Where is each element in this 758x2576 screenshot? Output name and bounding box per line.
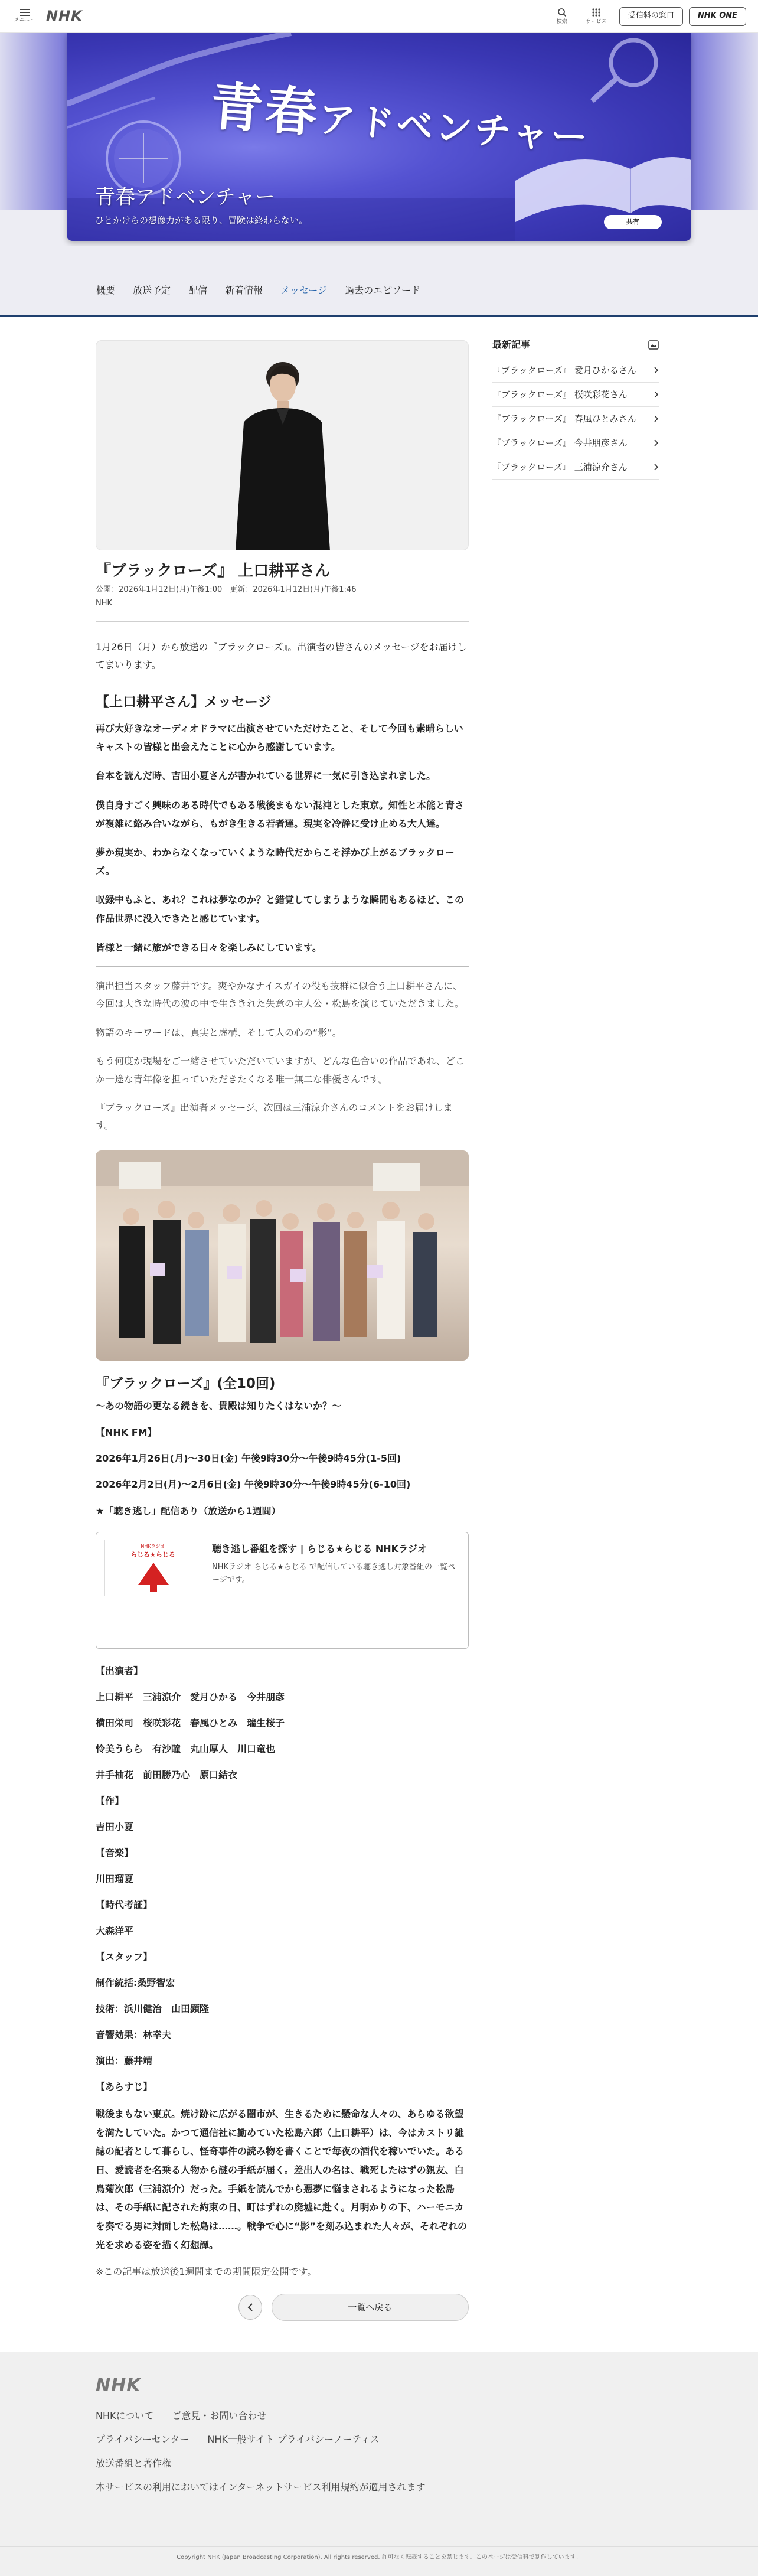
latest-article-label: 『ブラックローズ』 三浦涼介さん <box>492 461 628 472</box>
grid-icon <box>592 8 601 17</box>
chevron-right-icon <box>654 464 659 471</box>
latest-article-label: 『ブラックローズ』 春風ひとみさん <box>492 413 636 424</box>
drama-title: 『ブラックローズ』(全10回) <box>96 1375 276 1391</box>
credit-line: 【時代考証】 <box>96 1899 153 1911</box>
portrait-photo <box>96 340 469 550</box>
radio-tower-icon <box>136 1561 171 1593</box>
staff-paragraph: 演出担当スタッフ藤井です。爽やかなナイスガイの役も抜群に似合う上口耕平さんに、今回は大きな時代の波の中で生ききれた失意の主人公・松島を演じていただきました。 <box>96 980 465 1010</box>
chevron-right-icon <box>654 367 659 374</box>
link-card-description: NHKラジオ らじる★らじる で配信している聴き逃し対象番組の一覧ページです。 <box>212 1563 455 1585</box>
credit-line: 【スタッフ】 <box>96 1951 153 1963</box>
image-icon[interactable] <box>648 340 659 350</box>
footer-link-copyright[interactable]: 放送番組と著作権 <box>96 2457 172 2469</box>
radiru-thumb-brand: NHKラジオ <box>141 1544 165 1550</box>
tab-schedule[interactable]: 放送予定 <box>133 285 171 296</box>
article-title: 『ブラックローズ』 上口耕平さん <box>96 562 331 580</box>
title-divider <box>96 621 469 622</box>
credit-line: 【あらすじ】 <box>96 2081 153 2093</box>
credit-line: 上口耕平 三浦涼介 愛月ひかる 今井朋彦 <box>96 1691 285 1703</box>
chevron-right-icon <box>654 415 659 422</box>
credit-line: 横田栄司 桜咲彩花 春風ひとみ 瑞生桜子 <box>96 1717 285 1729</box>
latest-article-label: 『ブラックローズ』 今井朋彦さん <box>492 437 628 448</box>
credit-line: 制作統括:桑野智宏 <box>96 1977 175 1989</box>
credit-line: 【出演者】 <box>96 1665 143 1677</box>
service-button[interactable] <box>579 8 613 25</box>
footer-link-terms[interactable]: 本サービスの利用においてはインターネットサービス利用規約が適用されます <box>96 2482 426 2493</box>
message-paragraph: 夢か現実か、わからなくなっていくような時代だからこそ浮かび上がるブラックローズ。 <box>96 847 455 877</box>
tab-news[interactable]: 新着情報 <box>225 285 263 296</box>
article-meta: 公開：2026年1月12日(月)午後1:00 更新：2026年1月12日(月)午後1:46 <box>96 585 357 594</box>
footer-row <box>96 2479 758 2496</box>
program-name: 青春アドベンチャー <box>95 185 275 209</box>
drama-subtitle: ～あの物語の更なる続きを、貴殿は知りたくはないか？～ <box>96 1400 342 1412</box>
pager <box>238 2294 469 2321</box>
program-tabs <box>0 246 758 317</box>
hero-card <box>67 33 691 241</box>
broadcast-station: 【NHK FM】 <box>96 1426 157 1438</box>
radiru-link-card[interactable] <box>96 1532 469 1649</box>
nhk-one-button[interactable]: NHK ONE <box>689 7 746 26</box>
tab-past-episodes[interactable]: 過去のエピソード <box>345 285 421 296</box>
article-source: NHK <box>96 599 113 608</box>
staff-paragraph: 『ブラックローズ』出演者メッセージ、次回は三浦涼介さんのコメントをお届けします。 <box>96 1101 453 1132</box>
footer <box>0 2352 758 2576</box>
cast-group-illustration <box>96 1150 469 1361</box>
chevron-right-icon <box>654 391 659 398</box>
radiru-thumbnail <box>104 1540 201 1596</box>
broadcast-schedule-1: 2026年1月26日(月)～30日(金) 午後9時30分～午後9時45分(1-5回) <box>96 1452 401 1464</box>
broadcast-schedule-2: 2026年2月2日(月)～2月6日(金) 午後9時30分～午後9時45分(6-10回) <box>96 1479 411 1491</box>
back-button[interactable] <box>238 2295 262 2320</box>
message-paragraph: 皆様と一緒に旅ができる日々を楽しみにしています。 <box>96 941 322 953</box>
message-paragraph: 再び大好きなオーディオドラマに出演させていただけたこと、そして今回も素晴らしいキャストの皆様と出会えたことに心から感謝しています。 <box>96 723 463 753</box>
latest-article-item[interactable] <box>492 455 659 480</box>
program-tagline: ひとかけらの想像力がある限り、冒険は終わらない。 <box>95 215 308 226</box>
latest-article-item[interactable] <box>492 358 659 383</box>
credit-line: 音響効果：林幸夫 <box>96 2029 172 2041</box>
footer-logo[interactable]: NHK <box>96 2375 141 2396</box>
synopsis: 戦後まもない東京。焼け跡に広がる闇市が、生きるために懸命な人々の、あらゆる欲望を満たしていた。かつて通信社に勤めていた松島六郎（上口耕平）は、今はカストリ雑誌の記者として暮らし、怪奇事件の読み物を書くことで毎夜の酒代を稼いでいた。ある日、愛読者を名乗る人物から謎の手紙が届く。差出人の名は、戦死したはずの親友、白鳥菊次郎（三浦涼介）だった。手紙を読んでから悪夢に悩まされるようになった松島は、その手紙に記された約束の日、町はずれの廃墟に赴く。月明かりの下、ハーモニカを奏でる男に対面した松島は……。戦争で心に“影”を刻み込まれた人々が、それぞれの光を求める姿を描く幻想譚。 <box>96 2108 468 2251</box>
footer-link-privacy-notice[interactable]: NHK一般サイト プライバシーノーティス <box>207 2434 380 2445</box>
link-card-title: 聴き逃し番組を探す | らじる★らじる NHKラジオ <box>212 1543 427 1555</box>
message-heading: 【上口耕平さん】メッセージ <box>96 694 272 710</box>
footer-link-privacy-center[interactable]: プライバシーセンター <box>96 2434 190 2445</box>
limited-publication-note: ※この記事は放送後1週間までの期間限定公開です。 <box>96 2265 317 2277</box>
chevron-right-icon <box>654 439 659 446</box>
menu-label: メニュー <box>14 17 35 24</box>
person-illustration <box>220 354 345 550</box>
rebroadcast-note: ★「聴き逃し」配信あり（放送から1週間） <box>96 1505 281 1517</box>
hero-title-kana: アドベンチャー <box>317 97 592 159</box>
staff-paragraph: 物語のキーワードは、真実と虚構、そして人の心の“影”。 <box>96 1026 342 1038</box>
credit-line: 川田瑠夏 <box>96 1873 134 1885</box>
footer-links <box>96 2407 758 2497</box>
cast-group-photo <box>96 1150 469 1361</box>
latest-articles-header <box>492 339 659 351</box>
latest-articles-list <box>492 358 659 480</box>
sidebar <box>492 340 659 2321</box>
tab-messages[interactable]: メッセージ <box>280 285 328 296</box>
nhk-logo[interactable]: NHK <box>46 7 83 24</box>
message-paragraph: 台本を読んだ時、吉田小夏さんが書かれている世界に一気に引き込まれました。 <box>96 770 436 782</box>
latest-article-item[interactable] <box>492 407 659 431</box>
top-bar <box>0 0 758 33</box>
fee-window-button[interactable]: 受信料の窓口 <box>619 7 683 26</box>
message-paragraph: 僕自身すごく興味のある時代でもある戦後まもない混沌とした東京。知性と本能と青さが複雑に絡み合いながら、もがき生きる若者達。現実を冷静に受け止める大人達。 <box>96 799 465 829</box>
search-icon <box>557 8 567 17</box>
main-content <box>0 317 758 2321</box>
message-paragraph: 収録中もふと、あれ？これは夢なのか？と錯覚してしまうような瞬間もあるほど、この作品世界に没入できたと感じています。 <box>96 894 465 924</box>
latest-article-item[interactable] <box>492 383 659 407</box>
section-divider <box>96 966 469 967</box>
credit-line: 吉田小夏 <box>96 1821 134 1833</box>
hero-title-main: 青春 <box>208 74 322 144</box>
article <box>96 340 469 2321</box>
footer-row <box>96 2431 758 2448</box>
credit-line: 【作】 <box>96 1795 125 1807</box>
latest-article-item[interactable] <box>492 431 659 455</box>
tab-streaming[interactable]: 配信 <box>188 285 208 296</box>
footer-link-about[interactable]: NHKについて <box>96 2409 154 2421</box>
hero-banner <box>0 33 758 246</box>
radiru-thumb-caption: らじる★らじる <box>130 1551 175 1559</box>
back-to-list-button[interactable]: 一覧へ戻る <box>272 2294 469 2321</box>
footer-link-contact[interactable]: ご意見・お問い合わせ <box>172 2409 267 2421</box>
credit-line: 怜美うらら 有沙瞳 丸山厚人 川口竜也 <box>96 1743 276 1755</box>
service-label: サービス <box>585 18 607 25</box>
footer-row <box>96 2455 758 2473</box>
staff-paragraph: もう何度か現場をご一緒させていただいていますが、どんな色合いの作品であれ、どこか一途な青年像を担っていただきたくなる唯一無二な俳優さんです。 <box>96 1055 465 1085</box>
latest-article-label: 『ブラックローズ』 桜咲彩花さん <box>492 389 628 400</box>
credit-line: 井手柚花 前田勝乃心 原口結衣 <box>96 1769 238 1781</box>
credit-line: 技術：浜川健治 山田顕隆 <box>96 2003 210 2015</box>
menu-button[interactable] <box>12 9 38 24</box>
search-label: 検索 <box>556 18 567 25</box>
hamburger-icon <box>20 9 30 16</box>
copyright-notice: Copyright NHK (Japan Broadcasting Corporation). All rights reserved. 許可なく転載することを禁じます。このページは受信料で制作しています。 <box>0 2546 758 2563</box>
latest-article-label: 『ブラックローズ』 愛月ひかるさん <box>492 364 636 376</box>
credit-line: 【音楽】 <box>96 1847 134 1859</box>
latest-articles-heading: 最新記事 <box>492 339 531 350</box>
share-button[interactable]: 共有 <box>604 215 662 229</box>
search-button[interactable] <box>545 8 579 25</box>
tab-overview[interactable]: 概要 <box>96 285 116 296</box>
credit-line: 演出：藤井靖 <box>96 2055 153 2067</box>
footer-row <box>96 2407 758 2425</box>
article-lead: 1月26日（月）から放送の『ブラックローズ』。出演者の皆さんのメッセージをお届けしてまいります。 <box>96 641 467 671</box>
chevron-left-icon <box>247 2303 254 2311</box>
credit-line: 大森洋平 <box>96 1925 134 1937</box>
